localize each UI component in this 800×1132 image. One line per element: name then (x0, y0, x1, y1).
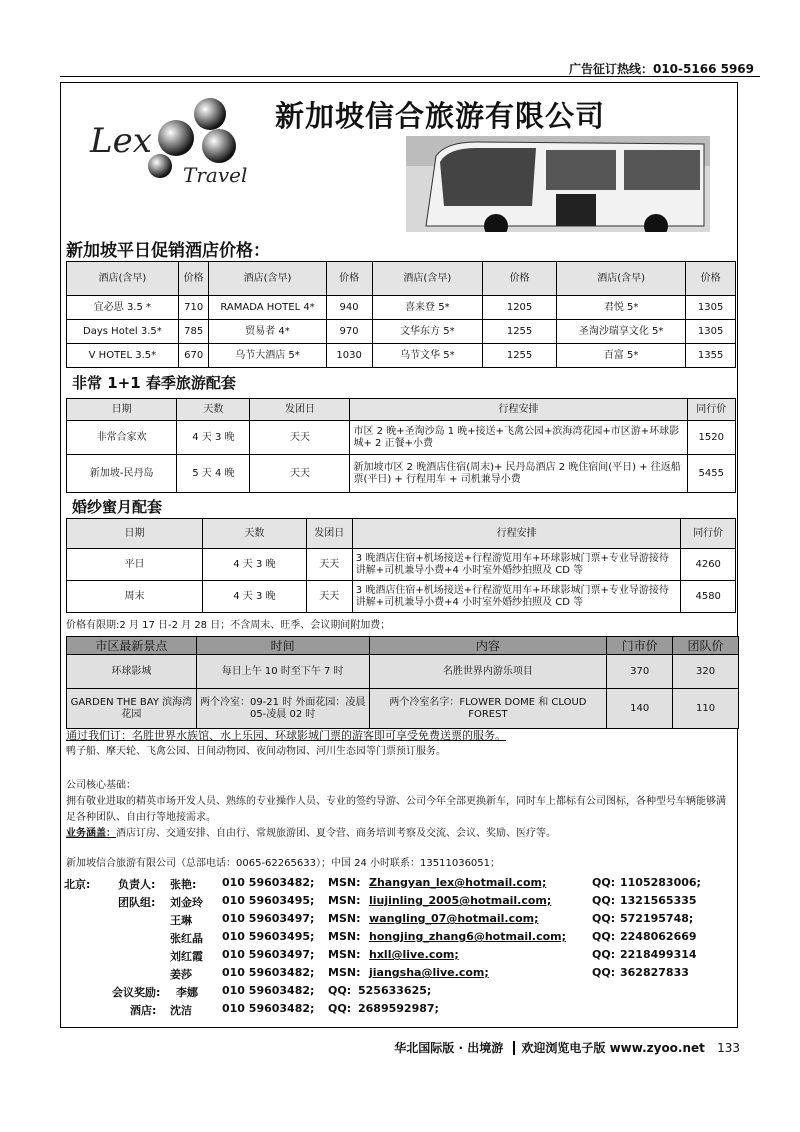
col-hotel: 酒店(含早) (372, 262, 482, 296)
email-link[interactable]: hongjing_zhang6@hotmail.com; (369, 930, 567, 943)
attractions-table: 市区最新景点 时间 内容 门市价 团队价 环球影城 每日上午 10 时至下午 7 时 名胜世界内游乐项目 370 320 GARDEN THE BAY 滨海湾花园 两个冷室：09-21 时 外面花园：凌晨 05-凌晨 02 时 两个冷室名字：FLOWER DOME 和 CLOUD FOREST 140 110 (66, 636, 739, 729)
page-footer: 华北国际版 · 出境游 欢迎浏览电子版 www.zyoo.net 133 (394, 1041, 740, 1055)
wedding-section-title: 婚纱蜜月配套 (72, 498, 163, 516)
email-link[interactable]: hxll@live.com; (369, 948, 459, 961)
top-divider (60, 76, 760, 77)
bus-photo (406, 136, 710, 232)
col-hotel: 酒店(含早) (209, 262, 326, 296)
table-row: 环球影城 每日上午 10 时至下午 7 时 名胜世界内游乐项目 370 320 (67, 655, 739, 689)
table-row: 周末 4 天 3 晚 天天 3 晚酒店住宿+机场接送+行程游览用车+环球影城门票+专业导游接待讲解+司机兼导小费+4 小时室外婚纱拍照及 CD 等 4580 (67, 581, 736, 613)
contact-header: 新加坡信合旅游有限公司（总部电话：0065-62265633）；中国 24 小时联系：13511036051； (66, 858, 501, 869)
logo-lex: Lex (90, 121, 152, 161)
lex-travel-logo (88, 96, 258, 206)
hotel-price-table (66, 261, 736, 368)
col-price: 价格 (483, 262, 557, 296)
table-row: Days Hotel 3.5* 785 贸易者 4* 970 文华东方 5* 1255 圣淘沙瑞享文化 5* 1305 (67, 320, 736, 344)
table-row: 平日 4 天 3 晚 天天 3 晚酒店住宿+机场接送+行程游览用车+环球影城门票+专业导游接待讲解+司机兼导小费+4 小时室外婚纱拍照及 CD 等 4260 (67, 549, 736, 581)
col-price: 价格 (326, 262, 372, 296)
company-name: 新加坡信合旅游有限公司 (275, 99, 606, 133)
table-row: 非常合家欢 4 天 3 晚 天天 市区 2 晚+圣淘沙岛 1 晚+接送+飞禽公园+滨海湾花园+市区游+环球影城+ 2 正餐+小费 1520 (67, 421, 736, 455)
ad-hotline: 广告征订热线：010-5166 5969 (568, 62, 754, 76)
page-number: 133 (717, 1041, 740, 1055)
table-row: 宜必思 3.5 * 710 RAMADA HOTEL 4* 940 喜来登 5* 1205 君悦 5* 1305 (67, 296, 736, 320)
hotel-section-title: 新加坡平日促销酒店价格： (66, 241, 270, 261)
core-body: 拥有敬业进取的精英市场开发人员、熟练的专业操作人员、专业的签约导游、公司今年全部更换新车，同时车上都标有公司图标，各种型号车辆能够满足各种团队、自由行等地接需求。 (66, 796, 726, 823)
email-link[interactable]: wangling_07@hotmail.com; (369, 912, 539, 925)
logo-travel: Travel (183, 163, 248, 187)
col-hotel: 酒店(含早) (67, 262, 179, 296)
col-price: 价格 (686, 262, 736, 296)
col-hotel: 酒店(含早) (557, 262, 686, 296)
validity-note: 价格有限期:2 月 17 日-2 月 28 日；不含周末、旺季、会议期间附加费； (66, 620, 391, 631)
email-link[interactable]: jiangsha@live.com; (369, 966, 489, 979)
core-title: 公司核心基础： (66, 780, 136, 791)
email-link[interactable]: liujinling_2005@hotmail.com; (369, 894, 552, 907)
business-scope: 业务涵盖：酒店订房、交通安排、自由行、常规旅游团、夏令营、商务培训考察及交流、会议、奖励、医疗等。 (66, 828, 556, 839)
email-link[interactable]: Zhangyan_lex@hotmail.com; (369, 876, 547, 889)
table-row: GARDEN THE BAY 滨海湾花园 两个冷室：09-21 时 外面花园：凌晨 05-凌晨 02 时 两个冷室名字：FLOWER DOME 和 CLOUD FOREST 140 110 (67, 689, 739, 729)
table-row: 新加坡-民丹岛 5 天 4 晚 天天 新加坡市区 2 晚酒店住宿(周末)+ 民丹岛酒店 2 晚住宿间(平日) + 往返船票(平日) + 行程用车 + 司机兼导小费 5455 (67, 455, 736, 493)
wedding-package-table: 日期 天数 发团日 行程安排 同行价 平日 4 天 3 晚 天天 3 晚酒店住宿+机场接送+行程游览用车+环球影城门票+专业导游接待讲解+司机兼导小费+4 小时室外婚纱拍照及 CD 等 4260 周末 4 天 3 晚 天天 3 晚酒店住宿+机场接送+行程游览用车+环球影城门票+专业导游接待讲解+司机兼导小费+4 小时室外婚纱拍照及 CD 等 4580 (66, 518, 736, 613)
free-ticket-note: 通过我们订：名胜世界水族馆、水上乐园、环球影城门票的游客即可享受免费送票的服务。 (66, 729, 506, 742)
ticket-booking-note: 鸭子船、摩天轮、飞禽公园、日间动物园、夜间动物园、河川生态园等门票预订服务。 (66, 746, 446, 757)
table-row: V HOTEL 3.5* 670 乌节大酒店 5* 1030 乌节文华 5* 1255 百富 5* 1355 (67, 344, 736, 368)
col-price: 价格 (178, 262, 209, 296)
spring-section-title: 非常 1+1 春季旅游配套 (72, 374, 236, 392)
spring-package-table: 日期 天数 发团日 行程安排 同行价 非常合家欢 4 天 3 晚 天天 市区 2 晚+圣淘沙岛 1 晚+接送+飞禽公园+滨海湾花园+市区游+环球影城+ 2 正餐+小费 1520 新加坡-民丹岛 5 天 4 晚 天天 新加坡市区 2 晚酒店住宿(周末)+ 民丹岛酒店 2 晚住宿间(平日) + 往返船票(平日) + 行程用车 + 司机兼导小费 5455 (66, 398, 736, 493)
